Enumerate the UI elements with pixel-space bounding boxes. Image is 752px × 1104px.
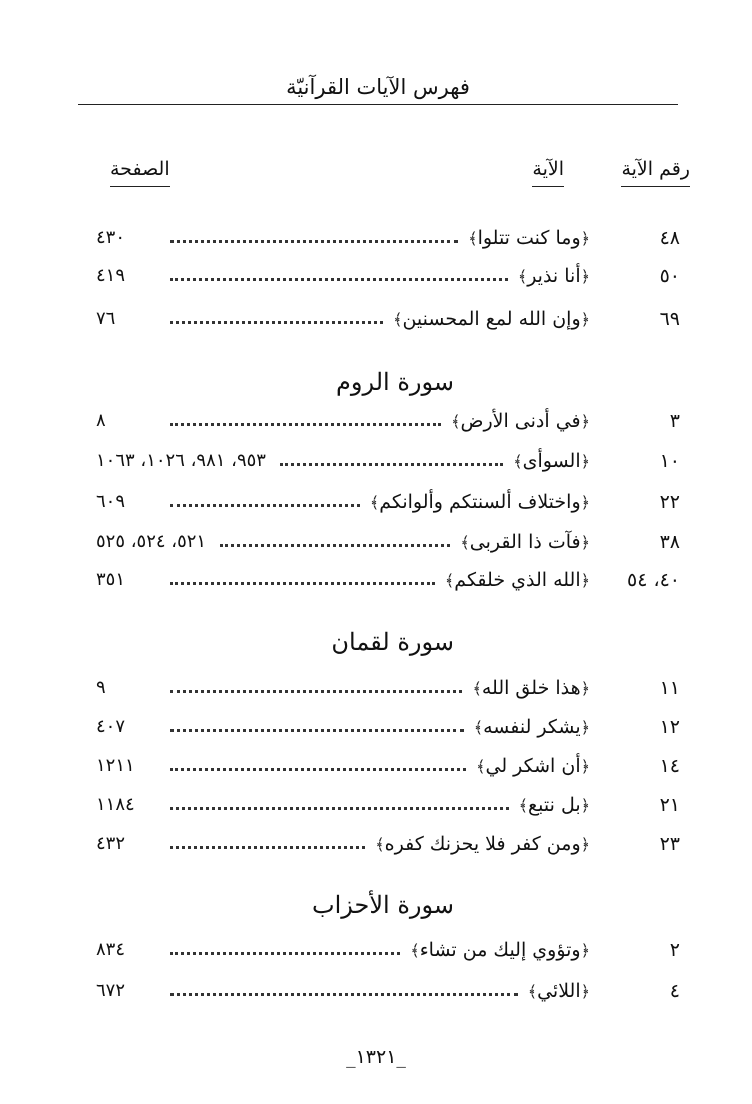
verse-text — [410, 933, 590, 968]
quran-bracket-close: ﴾ — [393, 310, 403, 329]
verse-number: ٣٨ — [659, 531, 680, 553]
quran-bracket-close: ﴾ — [513, 452, 523, 471]
column-header-verse: الآية — [532, 154, 564, 187]
page-reference: ٤٣٢ — [96, 833, 126, 854]
dot-leader — [170, 240, 458, 243]
quran-bracket-close: ﴾ — [468, 229, 478, 248]
verse-words: اللائي — [537, 980, 581, 1002]
index-row — [0, 788, 752, 822]
index-row — [0, 710, 752, 744]
quran-bracket-close: ﴾ — [444, 571, 455, 590]
index-row — [0, 671, 752, 705]
page-reference: ٨ — [96, 410, 106, 431]
verse-words: السوأى — [522, 450, 581, 472]
verse-number: ٢ — [669, 939, 680, 961]
verse-words: بل نتبع — [528, 794, 581, 816]
column-header-verse-number: رقم الآية — [621, 154, 690, 187]
dot-leader — [170, 952, 400, 955]
page-reference: ١٢١١ — [96, 755, 135, 776]
quran-bracket-open: ﴿ — [580, 229, 590, 248]
verse-number: ١٢ — [659, 716, 680, 738]
quran-bracket-close: ﴾ — [375, 835, 385, 854]
verse-text — [460, 525, 590, 560]
verse-number: ١٠ — [659, 450, 680, 472]
verse-number: ٢٢ — [659, 491, 680, 513]
verse-words: وما كنت تتلوا — [477, 227, 581, 249]
quran-bracket-open: ﴿ — [580, 412, 590, 431]
verse-text — [445, 563, 590, 598]
verse-text — [451, 404, 590, 439]
index-row — [0, 404, 752, 438]
verse-words: أنا نذير — [527, 265, 581, 287]
verse-text — [476, 749, 590, 784]
index-row — [0, 974, 752, 1008]
surah-heading: سورة الروم — [336, 368, 454, 396]
verse-words: واختلاف ألسنتكم وألوانكم — [379, 491, 581, 513]
verse-words: أن اشكر لي — [485, 755, 581, 777]
verse-number: ٦٩ — [659, 308, 680, 330]
quran-bracket-close: ﴾ — [472, 679, 482, 698]
verse-number: ٢١ — [659, 794, 680, 816]
page-reference: ١١٨٤ — [96, 794, 135, 815]
verse-text — [528, 974, 590, 1009]
verse-words: فآت ذا القربى — [469, 531, 581, 553]
verse-text — [375, 827, 590, 862]
quran-bracket-open: ﴿ — [580, 493, 590, 512]
running-head-rule — [78, 104, 678, 105]
index-row — [0, 485, 752, 519]
dot-leader — [170, 690, 462, 693]
verse-text — [518, 259, 590, 294]
verse-text — [393, 302, 590, 337]
index-row — [0, 302, 752, 336]
dot-leader — [170, 278, 508, 281]
dot-leader — [170, 321, 383, 324]
verse-text — [468, 221, 590, 256]
index-row — [0, 933, 752, 967]
quran-bracket-open: ﴿ — [580, 571, 590, 590]
quran-bracket-open: ﴿ — [580, 982, 590, 1001]
page-number: _١٣٢١_ — [346, 1046, 406, 1068]
verse-number: ٥٠ — [659, 265, 680, 287]
page-reference: ٧٦ — [96, 308, 116, 329]
verse-number: ٤ — [669, 980, 680, 1002]
quran-bracket-close: ﴾ — [451, 412, 461, 431]
verse-words: ومن كفر فلا يحزنك كفره — [384, 833, 581, 855]
verse-number: ١٤ — [659, 755, 680, 777]
quran-bracket-close: ﴾ — [410, 941, 420, 960]
column-header-page: الصفحة — [110, 154, 170, 187]
index-row — [0, 525, 752, 559]
quran-bracket-close: ﴾ — [460, 533, 470, 552]
dot-leader — [170, 729, 464, 732]
verse-words: وإن الله لمع المحسنين — [402, 308, 581, 330]
dot-leader — [280, 463, 503, 466]
index-row — [0, 563, 752, 597]
verse-words: في أدنى الأرض — [460, 410, 581, 432]
verse-text — [472, 671, 590, 706]
quran-bracket-close: ﴾ — [518, 796, 529, 815]
surah-heading: سورة لقمان — [331, 628, 454, 656]
quran-bracket-close: ﴾ — [473, 718, 484, 737]
verse-number: ٢٣ — [659, 833, 680, 855]
quran-bracket-close: ﴾ — [517, 267, 528, 286]
quran-bracket-open: ﴿ — [580, 835, 590, 854]
verse-words: هذا خلق الله — [481, 677, 581, 699]
page-reference: ٩ — [96, 677, 106, 698]
verse-text — [513, 444, 590, 479]
dot-leader — [170, 423, 441, 426]
dot-leader — [170, 504, 360, 507]
page-reference: ٦٠٩ — [96, 491, 126, 512]
verse-words: وتؤوي إليك من تشاء — [419, 939, 581, 961]
verse-text — [370, 485, 590, 520]
quran-bracket-open: ﴿ — [580, 679, 590, 698]
quran-bracket-open: ﴿ — [580, 533, 590, 552]
verse-number: ٣ — [669, 410, 680, 432]
quran-bracket-close: ﴾ — [527, 982, 538, 1001]
dot-leader — [170, 582, 435, 585]
dot-leader — [220, 544, 450, 547]
index-row — [0, 444, 752, 478]
page-reference: ٤٣٠ — [96, 227, 126, 248]
quran-bracket-open: ﴿ — [580, 718, 590, 737]
page-reference: ٥٢١، ٥٢٤، ٥٢٥ — [96, 531, 207, 552]
verse-number: ٤٠، ٥٤ — [626, 569, 680, 591]
verse-text — [474, 710, 590, 745]
page-reference: ٨٣٤ — [96, 939, 126, 960]
quran-bracket-open: ﴿ — [580, 796, 590, 815]
quran-bracket-open: ﴿ — [580, 267, 590, 286]
quran-bracket-close: ﴾ — [476, 757, 486, 776]
index-row — [0, 221, 752, 255]
surah-heading: سورة الأحزاب — [312, 891, 454, 919]
quran-bracket-open: ﴿ — [580, 757, 590, 776]
index-row — [0, 259, 752, 293]
page-reference: ٩٥٣، ٩٨١، ١٠٢٦، ١٠٦٣ — [96, 450, 266, 471]
verse-text — [519, 788, 590, 823]
dot-leader — [170, 807, 509, 810]
running-head: فهرس الآيات القرآنيّة — [286, 75, 470, 99]
quran-bracket-open: ﴿ — [580, 452, 590, 471]
dot-leader — [170, 846, 365, 849]
quran-bracket-open: ﴿ — [580, 941, 590, 960]
index-row — [0, 827, 752, 861]
page-reference: ٤١٩ — [96, 265, 126, 286]
quran-bracket-open: ﴿ — [580, 310, 590, 329]
dot-leader — [170, 768, 466, 771]
page-reference: ٤٠٧ — [96, 716, 126, 737]
index-row — [0, 749, 752, 783]
page-reference: ٣٥١ — [96, 569, 126, 590]
verse-words: الله الذي خلقكم — [454, 569, 581, 591]
verse-words: يشكر لنفسه — [483, 716, 581, 738]
dot-leader — [170, 993, 518, 996]
page-reference: ٦٧٢ — [96, 980, 126, 1001]
verse-number: ١١ — [659, 677, 680, 699]
verse-number: ٤٨ — [659, 227, 680, 249]
quran-bracket-close: ﴾ — [369, 493, 380, 512]
